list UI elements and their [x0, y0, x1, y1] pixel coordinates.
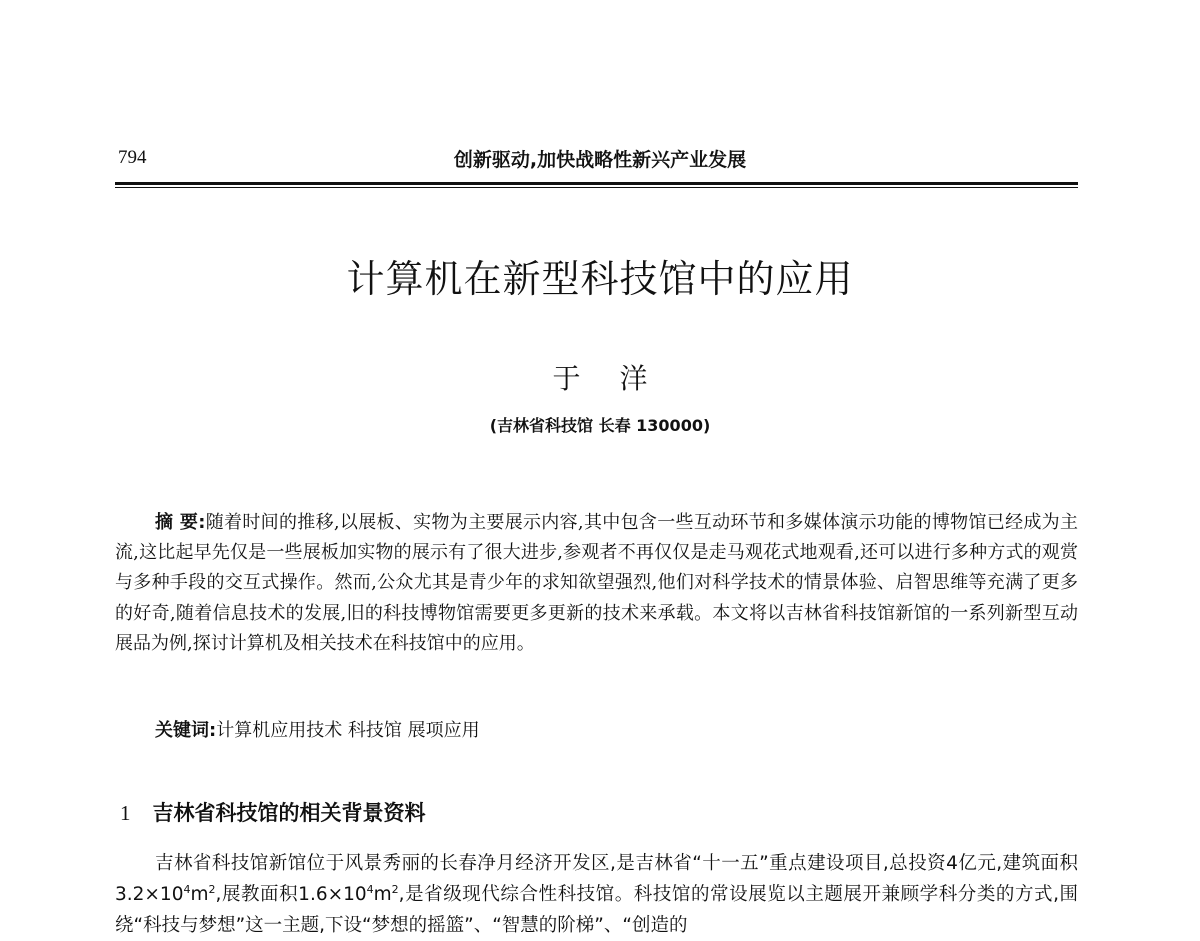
author-affiliation: (吉林省科技馆 长春 130000): [489, 416, 711, 435]
page-number: 794: [118, 147, 147, 168]
section-number: 1: [120, 801, 131, 825]
body-text-e: ,是省级现代综合性科技馆。科技馆的常设展览以主题展开兼顾学科分类的方式,围绕“科技与梦想”这一主题,下设“梦想的摇篮”、“智慧的阶梯”、“创造的: [115, 884, 1079, 936]
article-title: 计算机在新型科技馆中的应用: [346, 257, 854, 301]
abstract: [115, 508, 1078, 659]
header-rule-thin: [115, 187, 1078, 188]
section-title: 吉林省科技馆的相关背景资料: [152, 801, 426, 825]
body-text-a: 吉林省科技馆新馆位于风景秀丽的长春净月经济开发区,是吉林省“十一五”重点建设项目,总投资4亿元,建筑面积3.2×10: [115, 853, 1078, 905]
running-title: 创新驱动,加快战略性新兴产业发展: [453, 149, 747, 171]
unit-m: m: [190, 884, 209, 905]
exponent: 4: [183, 882, 191, 896]
keywords-label: 关键词:: [155, 720, 217, 741]
abstract-text: 随着时间的推移,以展板、实物为主要展示内容,其中包含一些互动环节和多媒体演示功能的博物馆已经成为主流,这比起早先仅是一些展板加实物的展示有了很大进步,参观者不再仅仅是走马观花式地观看,还可以进行多种方式的观赏与多种手段的交互式操作。然而,公众尤其是青少年的求知欲望强烈,他们对科学技术的情景体验、启智思维等充满了更多的好奇,随着信息技术的发展,旧的科技博物馆需要更多更新的技术来承载。本文将以吉林省科技馆新馆的一系列新型互动展品为例,探讨计算机及相关技术在科技馆中的应用。: [115, 512, 1078, 654]
exponent: 2: [391, 882, 399, 896]
unit-m: m: [373, 884, 392, 905]
body-text-c: ,展教面积1.6×10: [215, 884, 367, 905]
section-body-paragraph: [115, 848, 1078, 941]
keywords-text: 计算机应用技术 科技馆 展项应用: [216, 720, 480, 741]
keywords: [155, 716, 1075, 742]
header-rule-thick: [115, 182, 1078, 185]
section-heading: [120, 797, 426, 827]
exponent: 2: [208, 882, 216, 896]
abstract-label: 摘 要:: [155, 512, 206, 533]
exponent: 4: [366, 882, 374, 896]
author-name: 于 洋: [552, 362, 648, 395]
